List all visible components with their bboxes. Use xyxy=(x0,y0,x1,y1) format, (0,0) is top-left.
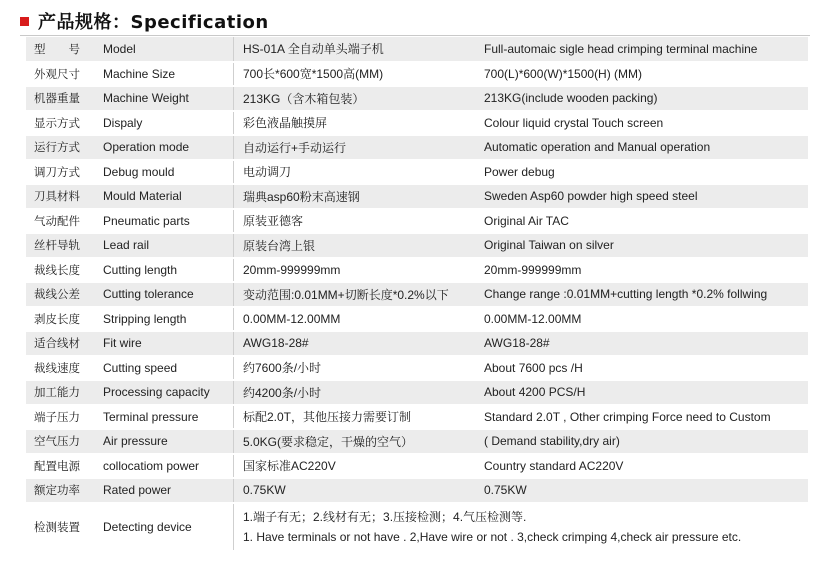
spec-label-en: Mould Material xyxy=(94,184,234,209)
spec-value-cn: 原装台湾上银 xyxy=(234,233,476,258)
spec-row xyxy=(26,405,808,430)
spec-label-en: Rated power xyxy=(94,478,234,503)
spec-table xyxy=(26,37,808,552)
spec-label-en: Operation mode xyxy=(94,135,234,160)
spec-label-cn: 显示方式 xyxy=(26,111,94,136)
spec-row xyxy=(26,478,808,503)
spec-label-en: Cutting speed xyxy=(94,356,234,381)
spec-value-cn: HS-01A 全自动单头端子机 xyxy=(234,37,476,62)
spec-row xyxy=(26,454,808,479)
spec-value-en: 20mm-999999mm xyxy=(475,258,808,283)
spec-label-en: collocatiom power xyxy=(94,454,234,479)
page-title: 产品规格：Specification xyxy=(38,12,269,33)
spec-value-en: Sweden Asp60 powder high speed steel xyxy=(475,184,808,209)
spec-label-cn: 端子压力 xyxy=(26,405,94,430)
spec-label-cn: 裁线公差 xyxy=(26,282,94,307)
spec-label-en: Fit wire xyxy=(94,331,234,356)
spec-row xyxy=(26,184,808,209)
spec-value-cn: 0.75KW xyxy=(234,478,476,503)
spec-label-en: Model xyxy=(94,37,234,62)
spec-label-en: Cutting tolerance xyxy=(94,282,234,307)
spec-value-cn: 约4200条/小时 xyxy=(234,380,476,405)
spec-value-cn: 0.00MM-12.00MM xyxy=(234,307,476,332)
spec-value-en: ( Demand stability,dry air) xyxy=(475,429,808,454)
spec-value-cn: 自动运行+手动运行 xyxy=(234,135,476,160)
spec-label-cn: 加工能力 xyxy=(26,380,94,405)
spec-label-cn: 外观尺寸 xyxy=(26,62,94,87)
spec-value-cn: 国家标准AC220V xyxy=(234,454,476,479)
spec-value-en: About 7600 pcs /H xyxy=(475,356,808,381)
spec-label-en: Debug mould xyxy=(94,160,234,185)
spec-row xyxy=(26,429,808,454)
spec-value-en: Colour liquid crystal Touch screen xyxy=(475,111,808,136)
spec-label-en: Processing capacity xyxy=(94,380,234,405)
spec-value-cn: 700长*600宽*1500高(MM) xyxy=(234,62,476,87)
spec-label-cn: 检测装置 xyxy=(26,503,94,551)
detecting-line-cn: 1.端子有无；2.线材有无；3.压接检测；4.气压检测等. xyxy=(243,509,527,524)
spec-label-en: Machine Size xyxy=(94,62,234,87)
spec-label-en: Terminal pressure xyxy=(94,405,234,430)
spec-row xyxy=(26,209,808,234)
spec-row xyxy=(26,258,808,283)
spec-label-cn: 调刀方式 xyxy=(26,160,94,185)
section-header xyxy=(20,8,269,34)
spec-row xyxy=(26,160,808,185)
spec-label-en: Pneumatic parts xyxy=(94,209,234,234)
header-divider xyxy=(20,35,810,36)
spec-label-cn: 配置电源 xyxy=(26,454,94,479)
red-square-icon xyxy=(20,17,29,26)
spec-value-en: Full-automaic sigle head crimping terminal machine xyxy=(475,37,808,62)
spec-label-cn: 机器重量 xyxy=(26,86,94,111)
spec-value-cn: 彩色液晶触摸屏 xyxy=(234,111,476,136)
spec-row xyxy=(26,331,808,356)
spec-row xyxy=(26,380,808,405)
spec-label-cn: 运行方式 xyxy=(26,135,94,160)
spec-value-en: Power debug xyxy=(475,160,808,185)
spec-row xyxy=(26,307,808,332)
spec-value-cn: 约7600条/小时 xyxy=(234,356,476,381)
spec-value-cn: 瑞典asp60粉末高速钢 xyxy=(234,184,476,209)
spec-value-cn: 213KG（含木箱包装） xyxy=(234,86,476,111)
spec-value-en: 0.75KW xyxy=(475,478,808,503)
spec-value-detecting xyxy=(234,503,809,551)
spec-value-en: Automatic operation and Manual operation xyxy=(475,135,808,160)
spec-label-cn: 裁线速度 xyxy=(26,356,94,381)
spec-label-en: Air pressure xyxy=(94,429,234,454)
spec-value-cn: 原装亚德客 xyxy=(234,209,476,234)
spec-row xyxy=(26,282,808,307)
spec-row xyxy=(26,86,808,111)
spec-value-cn: 20mm-999999mm xyxy=(234,258,476,283)
spec-value-cn: 电动调刀 xyxy=(234,160,476,185)
spec-value-en: AWG18-28# xyxy=(475,331,808,356)
spec-value-en: Standard 2.0T , Other crimping Force need to Custom xyxy=(475,405,808,430)
spec-row xyxy=(26,233,808,258)
spec-value-en: 700(L)*600(W)*1500(H) (MM) xyxy=(475,62,808,87)
spec-label-en: Dispaly xyxy=(94,111,234,136)
spec-label-en: Cutting length xyxy=(94,258,234,283)
spec-row xyxy=(26,111,808,136)
spec-label-cn: 额定功率 xyxy=(26,478,94,503)
spec-label-cn: 型 号 xyxy=(26,37,94,62)
spec-value-en: 213KG(include wooden packing) xyxy=(475,86,808,111)
spec-value-cn: AWG18-28# xyxy=(234,331,476,356)
spec-value-en: Original Taiwan on silver xyxy=(475,233,808,258)
spec-row xyxy=(26,356,808,381)
spec-label-cn: 气动配件 xyxy=(26,209,94,234)
spec-table-body xyxy=(26,37,808,551)
spec-label-en: Machine Weight xyxy=(94,86,234,111)
spec-label-cn: 丝杆导轨 xyxy=(26,233,94,258)
spec-row-detecting-device xyxy=(26,503,808,551)
spec-label-cn: 裁线长度 xyxy=(26,258,94,283)
spec-row xyxy=(26,37,808,62)
spec-value-en: 0.00MM-12.00MM xyxy=(475,307,808,332)
spec-value-cn: 变动范围:0.01MM+切断长度*0.2%以下 xyxy=(234,282,476,307)
spec-label-cn: 空气压力 xyxy=(26,429,94,454)
spec-value-en: Change range :0.01MM+cutting length *0.2% follwing xyxy=(475,282,808,307)
spec-value-en: Original Air TAC xyxy=(475,209,808,234)
spec-label-cn: 剥皮长度 xyxy=(26,307,94,332)
spec-label-cn: 刀具材料 xyxy=(26,184,94,209)
spec-label-en: Stripping length xyxy=(94,307,234,332)
spec-value-cn: 5.0KG(要求稳定，干燥的空气） xyxy=(234,429,476,454)
spec-value-cn: 标配2.0T，其他压接力需要订制 xyxy=(234,405,476,430)
spec-row xyxy=(26,135,808,160)
spec-value-en: Country standard AC220V xyxy=(475,454,808,479)
detecting-line-en: 1. Have terminals or not have . 2,Have wire or not . 3,check crimping 4,check air pressure etc. xyxy=(243,529,742,544)
spec-label-en: Lead rail xyxy=(94,233,234,258)
spec-value-en: About 4200 PCS/H xyxy=(475,380,808,405)
spec-row xyxy=(26,62,808,87)
spec-label-cn: 适合线材 xyxy=(26,331,94,356)
spec-label-en: Detecting device xyxy=(94,503,234,551)
